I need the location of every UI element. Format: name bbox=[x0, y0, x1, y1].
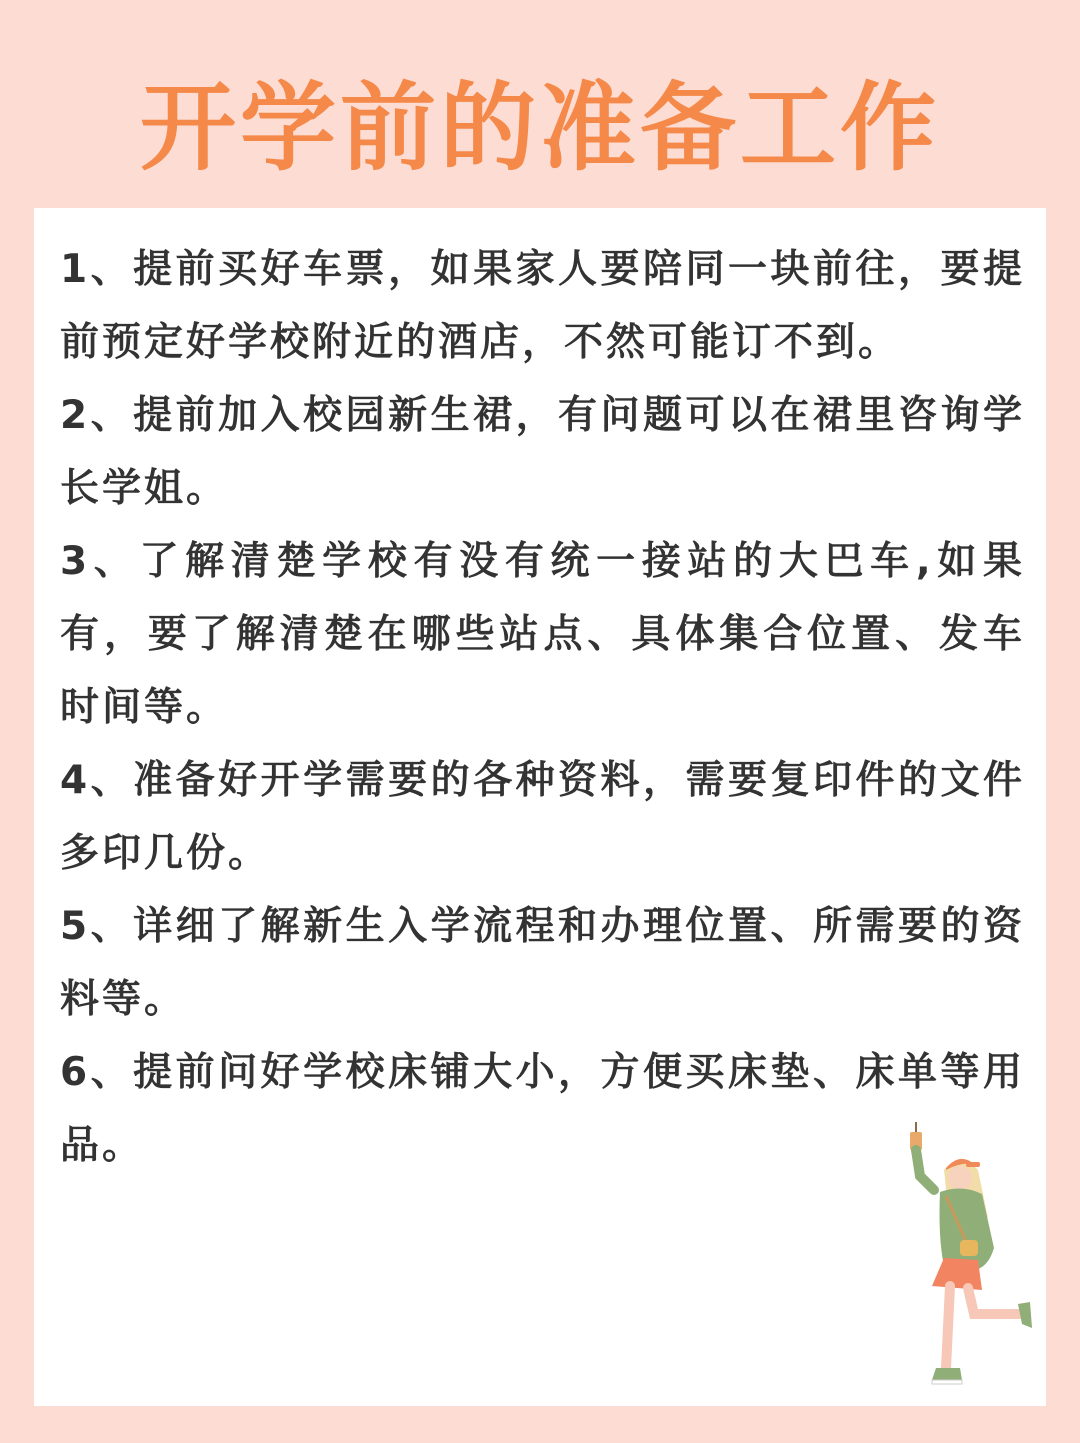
list-item: 1、提前买好车票，如果家人要陪同一块前往，要提前预定好学校附近的酒店，不然可能订不到。 bbox=[60, 247, 1025, 365]
bag-icon bbox=[960, 1240, 978, 1256]
list-item: 2、提前加入校园新生裙，有问题可以在裙里咨询学长学姐。 bbox=[60, 393, 1025, 511]
page-title: 开学前的准备工作 bbox=[140, 72, 940, 184]
list-item: 5、详细了解新生入学流程和办理位置、所需要的资料等。 bbox=[60, 904, 1025, 1022]
girl-illustration bbox=[870, 1118, 1040, 1408]
list-item: 4、准备好开学需要的各种资料，需要复印件的文件多印几份。 bbox=[60, 758, 1025, 876]
tips-list bbox=[60, 233, 1025, 1182]
list-item: 3、了解清楚学校有没有统一接站的大巴车,如果有，要了解清楚在哪些站点、具体集合位置、发车时间等。 bbox=[60, 539, 1025, 730]
skirt-shape bbox=[932, 1258, 982, 1290]
list-item: 6、提前问好学校床铺大小，方便买床垫、床单等用品。 bbox=[60, 1050, 1025, 1168]
